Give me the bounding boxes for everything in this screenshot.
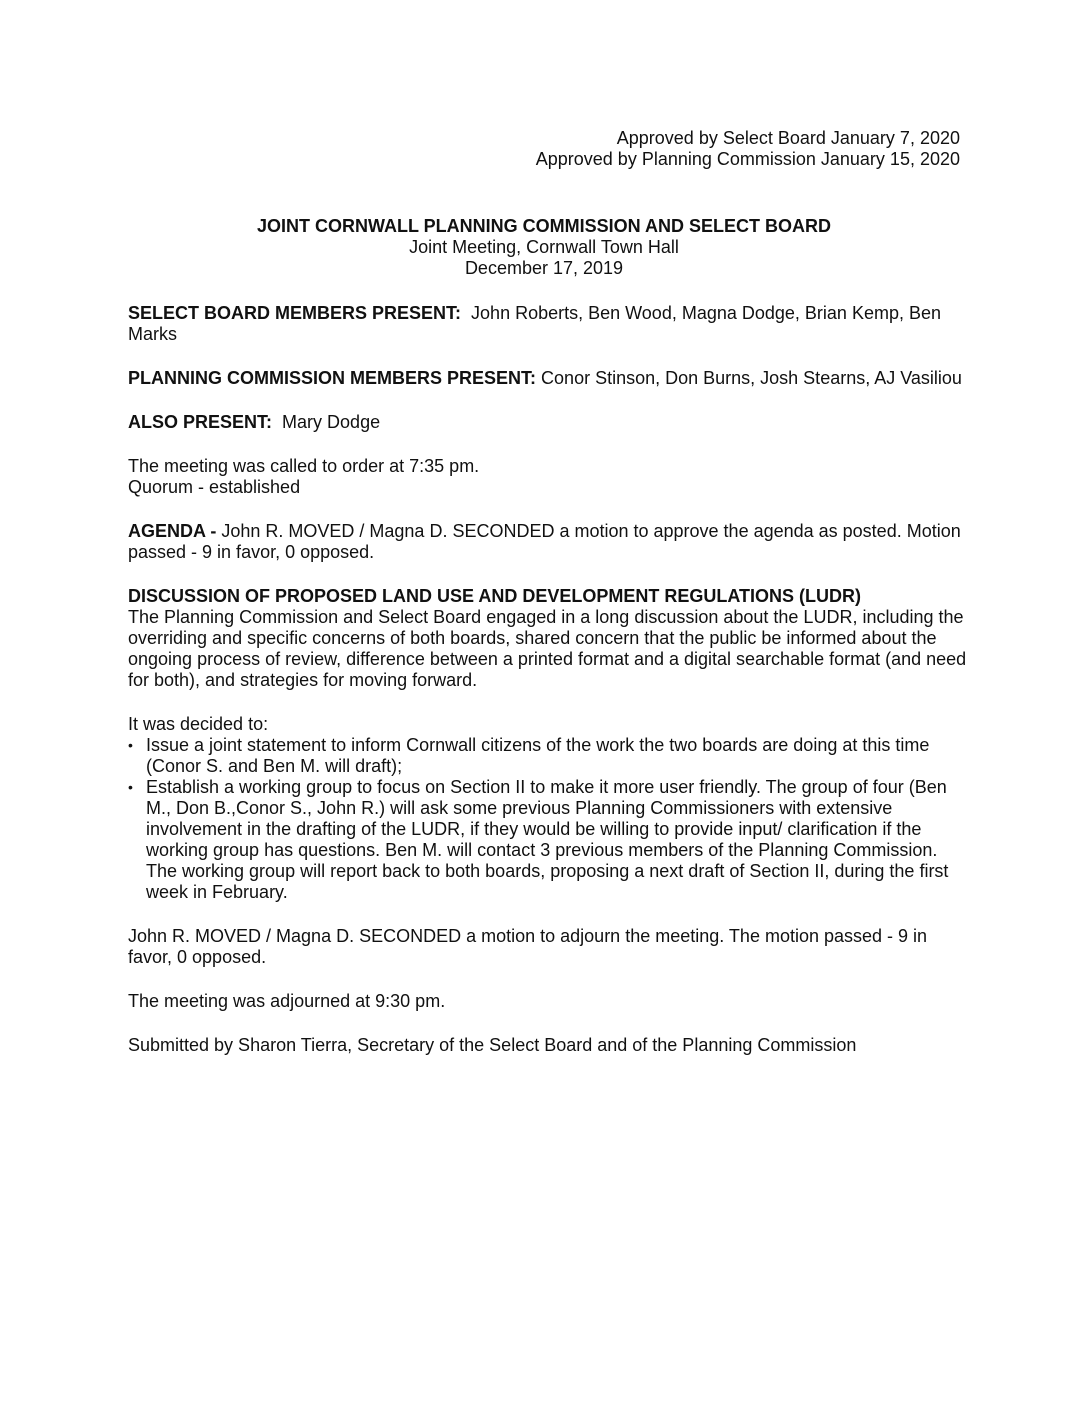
agenda-text: John R. MOVED / Magna D. SECONDED a motion to approve the agenda as posted. Motion passed - 9 in favor, 0 opposed. [128,521,961,562]
approval-notes [536,128,960,170]
quorum-status: Quorum - established [128,477,301,497]
decisions-list [128,735,968,903]
select-board-attendance [128,303,968,345]
select-board-names: John Roberts, Ben Wood, Magna Dodge, Brian Kemp, Ben Marks [128,303,941,344]
submitted-by: Submitted by Sharon Tierra, Secretary of the Select Board and of the Planning Commission [128,1035,857,1055]
adjourn-motion: John R. MOVED / Magna D. SECONDED a motion to adjourn the meeting. The motion passed - 9 in favor, 0 opposed. [128,926,928,967]
planning-commission-attendance [128,368,968,389]
list-item-text: Issue a joint statement to inform Cornwall citizens of the work the two boards are doing at this time (Conor S. and Ben M. will draft); [146,735,930,776]
document-title: JOINT CORNWALL PLANNING COMMISSION AND SELECT BOARD [256,216,831,236]
agenda-label: AGENDA - [128,521,217,541]
discussion-text: The Planning Commission and Select Board engaged in a long discussion about the LUDR, including the overriding and specific concerns of both boards, shared concern that the public be informed about the ongoing process of review, difference between a printed format and a digital searchable format (and need for both), and strategies for moving forward. [128,607,967,690]
also-present [128,412,968,433]
document-header [0,216,1088,279]
bullet-icon: • [128,737,133,753]
bullet-icon: • [128,779,133,795]
select-board-label: SELECT BOARD MEMBERS PRESENT: [128,303,462,323]
called-to-order: The meeting was called to order at 7:35 pm. [128,456,480,476]
approval-planning-commission: Approved by Planning Commission January 15, 2020 [535,149,960,169]
discussion-section [128,586,968,691]
adjourned-time: The meeting was adjourned at 9:30 pm. [128,991,446,1011]
discussion-heading: DISCUSSION OF PROPOSED LAND USE AND DEVELOPMENT REGULATIONS (LUDR) [128,586,862,606]
document-body [128,303,968,1079]
planning-commission-label: PLANNING COMMISSION MEMBERS PRESENT: [128,368,537,388]
agenda-section [128,521,968,563]
also-present-names: Mary Dodge [282,412,381,432]
planning-commission-names: Conor Stinson, Don Burns, Josh Stearns, AJ Vasiliou [541,368,962,388]
decisions-intro: It was decided to: [128,714,269,734]
meeting-date: December 17, 2019 [464,258,624,278]
list-item [128,777,968,903]
list-item-text: Establish a working group to focus on Section II to make it more user friendly. The group of four (Ben M., Don B.,Conor S., John R.) will ask some previous Planning Commissioners with extensive involvement in the drafting of the LUDR, if they would be willing to provide input/ clarification if the working group has questions. Ben M. will contact 3 previous members of the Planning Commission. The working group will report back to both boards, proposing a next draft of Section II, during the first week in February. [146,777,949,902]
meeting-opening [128,456,968,498]
list-item [128,735,968,777]
meeting-location: Joint Meeting, Cornwall Town Hall [409,237,679,257]
also-present-label: ALSO PRESENT: [128,412,273,432]
approval-select-board: Approved by Select Board January 7, 2020 [616,128,960,148]
